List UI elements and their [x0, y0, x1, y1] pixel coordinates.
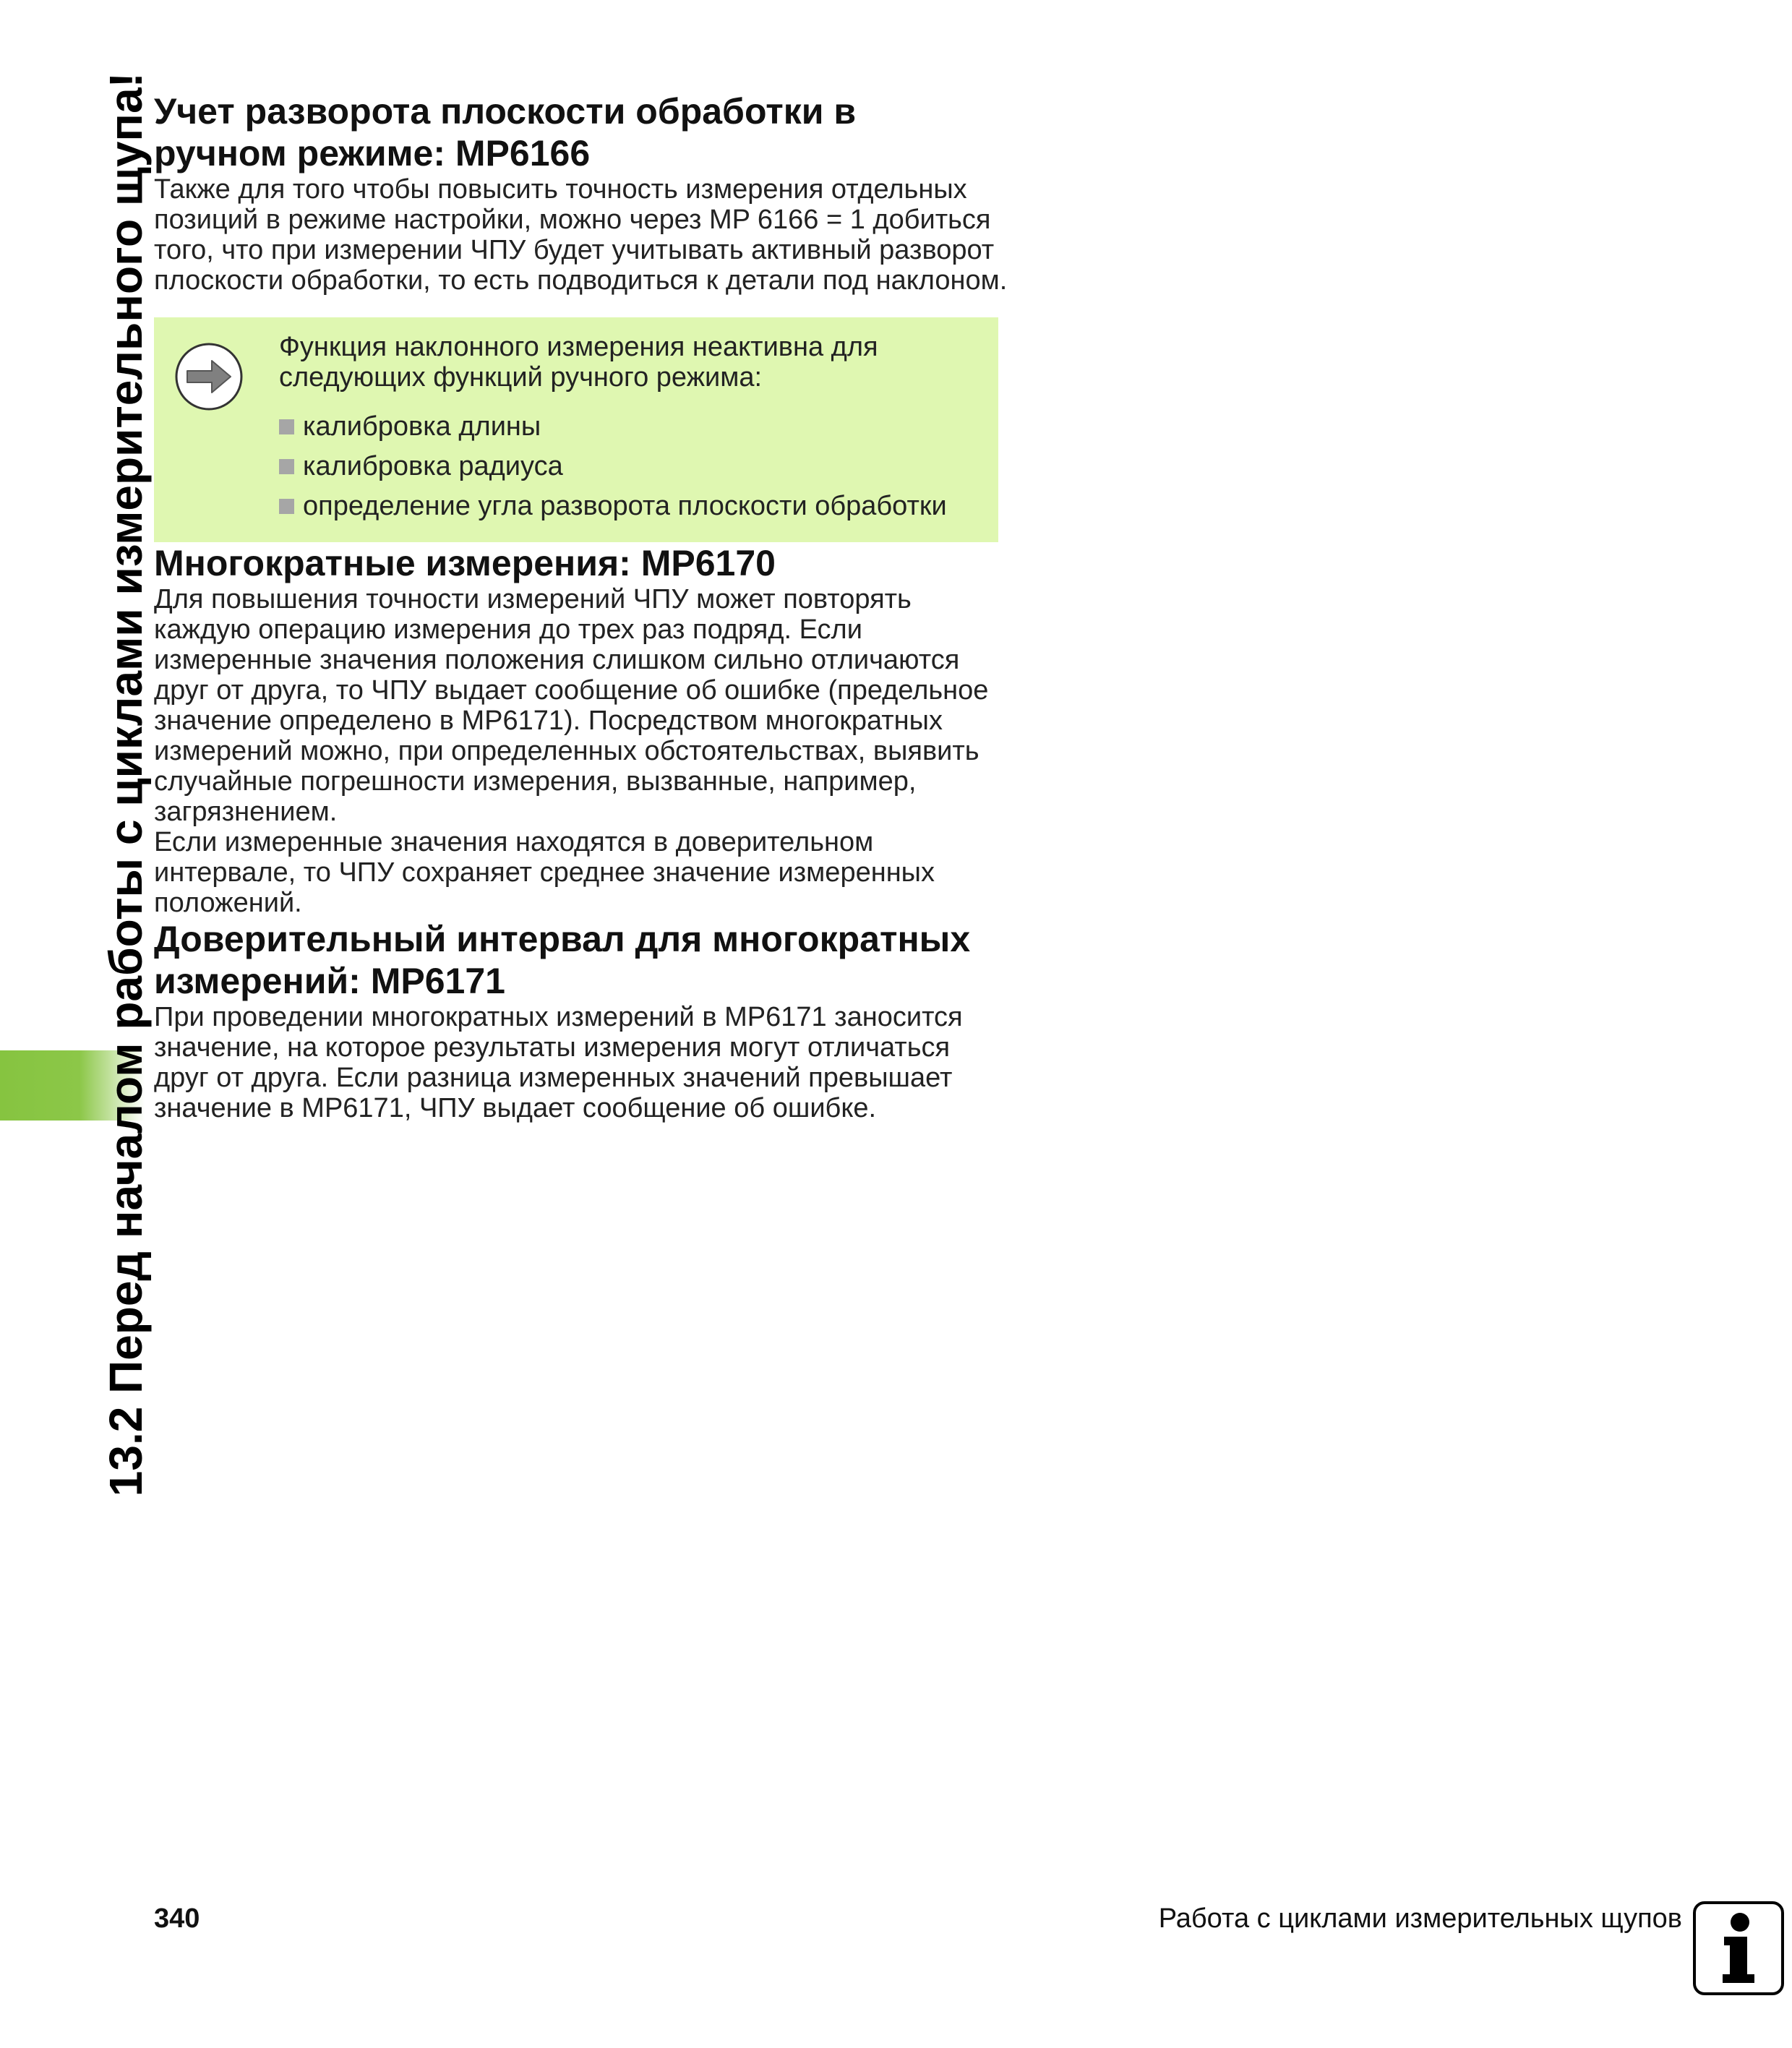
list-item-text: калибровка длины — [303, 411, 541, 442]
main-content — [154, 90, 1011, 1123]
heading-line: Многократные измерения: MP6170 — [154, 543, 776, 583]
info-icon — [1692, 1901, 1785, 1996]
bullet-square-icon — [279, 419, 294, 434]
list-item — [279, 447, 969, 487]
section-heading-mp6170 — [154, 542, 1011, 584]
bullet-square-icon — [279, 459, 294, 474]
note-list — [279, 407, 969, 526]
section-paragraph: Если измеренные значения находятся в доверительном интервале, то ЧПУ сохраняет среднее значение измеренных положений. — [154, 827, 935, 918]
heading-line: ручном режиме: MP6166 — [154, 133, 591, 173]
heading-line: измерений: MP6171 — [154, 961, 505, 1001]
arrow-right-icon — [174, 342, 244, 411]
note-intro-text: Функция наклонного измерения неактивна для следующих функций ручного режима: — [279, 332, 878, 393]
list-item — [279, 487, 969, 526]
section-heading-mp6166 — [154, 90, 1011, 174]
section-paragraph: При проведении многократных измерений в MP6171 заносится значение, на которое результаты измерения могут отличаться друг от друга. Если разница измеренных значений превышает значение в MP6171, ЧПУ выдает сообщение об ошибке. — [154, 1002, 963, 1123]
section-heading-mp6171 — [154, 918, 1011, 1002]
heading-line: Доверительный интервал для многократных — [154, 919, 971, 959]
section-paragraph: Для повышения точности измерений ЧПУ может повторять каждую операцию измерения до трех раз подряд. Если измеренные значения положения слишком сильно отличаются друг от друга, то ЧПУ выдает сообщение об ошибке (предельное значение определено в MP6171). Посредством многократных измерений можно, при определенных обстоятельствах, выявить случайные погрешности измерения, вызванные, например, загрязнением. — [154, 584, 989, 827]
bullet-square-icon — [279, 499, 294, 514]
heading-line: Учет разворота плоскости обработки в — [154, 91, 857, 132]
page-number: 340 — [154, 1903, 200, 1934]
footer-chapter-title: Работа с циклами измерительных щупов — [1158, 1903, 1682, 1934]
note-box — [154, 317, 998, 542]
section-paragraph: Также для того чтобы повысить точность измерения отдельных позиций в режиме настройки, можно через MP 6166 = 1 добиться того, что при измерении ЧПУ будет учитывать активный разворот плоскости обработки, то есть подводиться к детали под наклоном. — [154, 174, 1008, 296]
list-item — [279, 407, 969, 447]
chapter-side-title-text: 13.2 Перед началом работы с циклами измерительного щупа! — [100, 72, 152, 1497]
list-item-text: калибровка радиуса — [303, 451, 563, 481]
list-item-text: определение угла разворота плоскости обработки — [303, 491, 947, 521]
